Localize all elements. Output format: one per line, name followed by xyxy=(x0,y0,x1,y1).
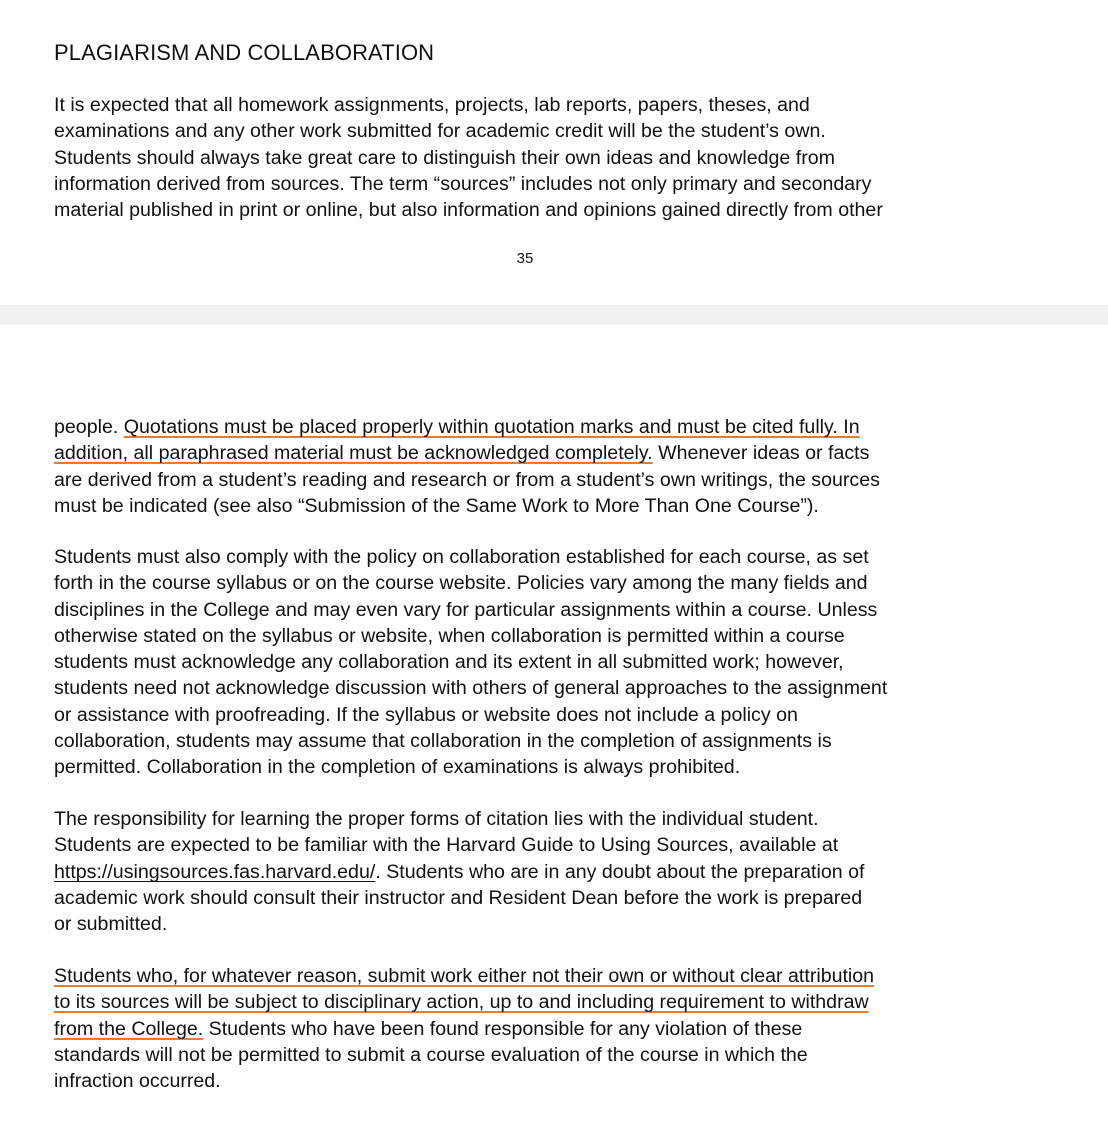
highlighted-text: Students who, for whatever reason, submit work either not their own or without clear attribution xyxy=(54,965,875,987)
paragraph-line: otherwise stated on the syllabus or website, when collaboration is permitted within a course xyxy=(54,624,845,647)
paragraph-line xyxy=(54,1016,874,1042)
disciplinary-paragraph xyxy=(54,963,874,1094)
paragraph-line: must be indicated (see also “Submission of the Same Work to More Than One Course”). xyxy=(54,494,819,517)
paragraph-line: Students must also comply with the policy on collaboration established for each course, as set xyxy=(54,546,869,568)
clipped-previous-line xyxy=(54,0,60,12)
citation-paragraph xyxy=(54,806,864,937)
highlighted-text: from the College. xyxy=(54,1017,204,1040)
section-heading: PLAGIARISM AND COLLABORATION xyxy=(54,40,435,65)
paragraph-line: infraction occurred. xyxy=(54,1070,221,1093)
paragraph-line: It is expected that all homework assignments, projects, lab reports, papers, theses, and xyxy=(54,94,810,116)
highlighted-text: to its sources will be subject to disciplinary action, up to and including requirement to withdraw xyxy=(54,991,869,1014)
paragraph-line xyxy=(54,963,874,989)
line-text: Whenever ideas or facts xyxy=(652,442,870,465)
paragraph-line: examinations and any other work submitted for academic credit will be the student’s own. xyxy=(54,120,826,143)
line-text: people. xyxy=(54,416,124,438)
paragraph-line xyxy=(54,440,880,466)
usingsources-link[interactable]: https://usingsources.fas.harvard.edu/ xyxy=(54,860,376,883)
paragraph-line: Students are expected to be familiar with the Harvard Guide to Using Sources, available at xyxy=(54,834,839,857)
paragraph-line: or assistance with proofreading. If the syllabus or website does not include a policy on xyxy=(54,703,798,726)
paragraph-line: students must acknowledge any collaboration and its extent in all submitted work; however, xyxy=(54,651,844,674)
line-text: . Students who are in any doubt about the preparation of xyxy=(375,860,865,883)
paragraph-line: are derived from a student’s reading and research or from a student’s own writings, the sources xyxy=(54,468,880,491)
paragraph-line: material published in print or online, but also information and opinions gained directly from other xyxy=(54,199,883,222)
paragraph-line: standards will not be permitted to submit a course evaluation of the course in which the xyxy=(54,1043,808,1066)
paragraph-line: The responsibility for learning the proper forms of citation lies with the individual student. xyxy=(54,808,819,830)
paragraph-line: students need not acknowledge discussion with others of general approaches to the assignment xyxy=(54,677,888,700)
paragraph-line: forth in the course syllabus or on the course website. Policies vary among the many fields and xyxy=(54,572,868,595)
page-separator xyxy=(0,305,1108,325)
paragraph-line xyxy=(54,414,880,440)
paragraph-line: disciplines in the College and may even vary for particular assignments within a course. Unless xyxy=(54,598,878,621)
paragraph-line: permitted. Collaboration in the completion of examinations is always prohibited. xyxy=(54,756,741,779)
paragraph-line: or submitted. xyxy=(54,913,168,936)
document-page-top xyxy=(0,0,1108,305)
intro-paragraph xyxy=(54,92,883,223)
paragraph-line: collaboration, students may assume that collaboration in the completion of assignments is xyxy=(54,730,832,753)
paragraph-line xyxy=(54,859,864,885)
paragraph-line xyxy=(54,989,874,1015)
line-text: Students who have been found responsible for any violation of these xyxy=(203,1017,803,1040)
paragraph-line: academic work should consult their instructor and Resident Dean before the work is prepared xyxy=(54,886,863,909)
document-page-bottom xyxy=(0,325,1108,1128)
quotation-paragraph xyxy=(54,414,880,519)
highlighted-text: Quotations must be placed properly within quotation marks and must be cited fully. In xyxy=(123,416,860,438)
page-number: 35 xyxy=(516,250,534,267)
paragraph-line: information derived from sources. The term “sources” includes not only primary and secondary xyxy=(54,172,872,195)
paragraph-line: Students should always take great care to distinguish their own ideas and knowledge from xyxy=(54,146,835,169)
highlighted-text: addition, all paraphrased material must be acknowledged completely. xyxy=(54,442,653,465)
collaboration-paragraph xyxy=(54,544,887,781)
